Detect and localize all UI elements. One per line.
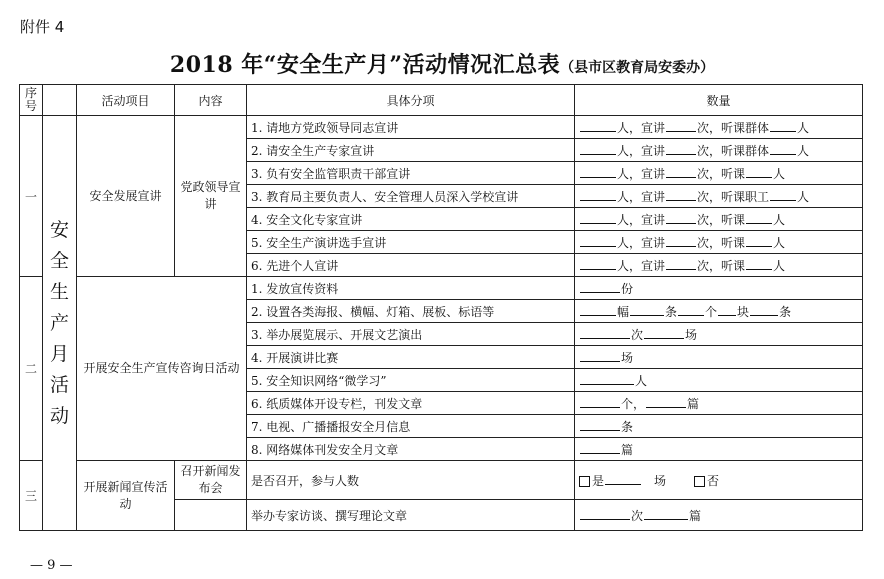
- section1-item: 1. 请地方党政领导同志宣讲: [247, 116, 575, 139]
- section2-item: 2. 设置各类海报、横幅、灯箱、展板、标语等: [247, 300, 575, 323]
- header-row: [20, 85, 863, 116]
- campaign-label: 安全生产月活动: [43, 116, 77, 531]
- section3-content: 召开新闻发布会: [175, 461, 247, 500]
- section1-item: 4. 安全文化专家宣讲: [247, 208, 575, 231]
- section2-qty: 篇: [575, 438, 863, 461]
- header-activity: 活动项目: [77, 85, 175, 116]
- header-detail: 具体分项: [247, 85, 575, 116]
- section2-item: 8. 网络媒体刊发安全月文章: [247, 438, 575, 461]
- no-checkbox[interactable]: [694, 476, 705, 487]
- section3-activity: 开展新闻宣传活动: [77, 461, 175, 531]
- section2-item: 1. 发放宣传资料: [247, 277, 575, 300]
- section3-qty: 是 场 否: [575, 461, 863, 500]
- header-quantity: 数量: [575, 85, 863, 116]
- section2-activity: 开展安全生产宣传咨询日活动: [77, 277, 247, 461]
- section3-content-empty: [175, 500, 247, 531]
- section2-item: 4. 开展演讲比赛: [247, 346, 575, 369]
- section1-qty: 人，宣讲 次，听课 人: [575, 208, 863, 231]
- attachment-label: 附件 4: [20, 18, 65, 36]
- document-title: [0, 48, 884, 79]
- section2-item: 6. 纸质媒体开设专栏，刊发文章: [247, 392, 575, 415]
- section1-item: 3. 负有安全监管职责干部宣讲: [247, 162, 575, 185]
- section3-item: 是否召开，参与人数: [247, 461, 575, 500]
- header-content: 内容: [175, 85, 247, 116]
- section2-seq: 二: [20, 277, 43, 461]
- section1-qty: 人，宣讲 次，听课群体 人: [575, 116, 863, 139]
- header-seq: 序号: [20, 85, 43, 116]
- title-main: 2018 年“安全生产月”活动情况汇总表: [169, 52, 561, 78]
- section1-qty: 人，宣讲 次，听课 人: [575, 231, 863, 254]
- section2-item: 5. 安全知识网络“微学习”: [247, 369, 575, 392]
- section1-item: 6. 先进个人宣讲: [247, 254, 575, 277]
- section1-qty: 人，宣讲 次，听课群体 人: [575, 139, 863, 162]
- header-empty: [43, 85, 77, 116]
- section1-activity: 安全发展宣讲: [77, 116, 175, 277]
- title-sub: （县市区教育局安委办）: [560, 60, 715, 76]
- section2-item: 3. 举办展览展示、开展文艺演出: [247, 323, 575, 346]
- section3-item: 举办专家访谈、撰写理论文章: [247, 500, 575, 531]
- section1-item: 2. 请安全生产专家宣讲: [247, 139, 575, 162]
- section2-qty: 条: [575, 415, 863, 438]
- section1-item: 3. 教育局主要负责人、安全管理人员深入学校宣讲: [247, 185, 575, 208]
- section1-content: 党政领导宣讲: [175, 116, 247, 277]
- section2-qty: 幅 条 个 块 条: [575, 300, 863, 323]
- section1-seq: 一: [20, 116, 43, 277]
- section1-qty: 人，宣讲 次，听课 人: [575, 254, 863, 277]
- section3-seq: 三: [20, 461, 43, 531]
- page-number: — 9 —: [30, 558, 73, 573]
- section2-qty: 个， 篇: [575, 392, 863, 415]
- section1-qty: 人，宣讲 次，听课职工 人: [575, 185, 863, 208]
- section2-qty: 人: [575, 369, 863, 392]
- section1-qty: 人，宣讲 次，听课 人: [575, 162, 863, 185]
- section1-item: 5. 安全生产演讲选手宣讲: [247, 231, 575, 254]
- section2-qty: 次 场: [575, 323, 863, 346]
- summary-table: [19, 84, 863, 531]
- section3-qty: 次 篇: [575, 500, 863, 531]
- section2-qty: 份: [575, 277, 863, 300]
- section2-qty: 场: [575, 346, 863, 369]
- yes-checkbox[interactable]: [579, 476, 590, 487]
- section2-item: 7. 电视、广播播报安全月信息: [247, 415, 575, 438]
